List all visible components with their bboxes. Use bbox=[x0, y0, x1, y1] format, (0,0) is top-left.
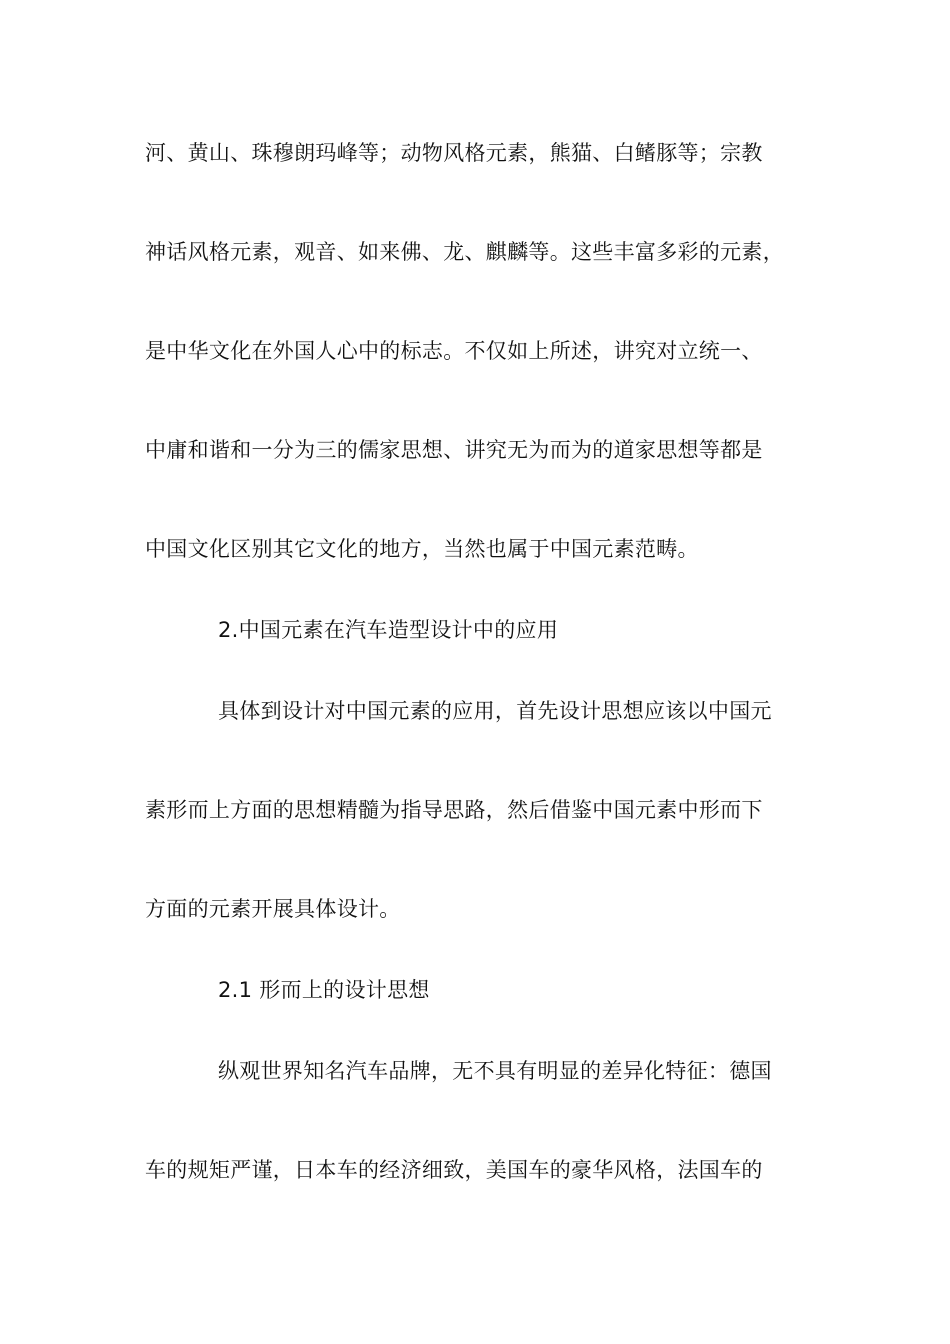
text-line: 是中华文化在外国人心中的标志。不仅如上所述，讲究对立统一、 bbox=[145, 339, 763, 363]
paragraph-first-line: 具体到设计对中国元素的应用，首先设计思想应该以中国元 bbox=[218, 699, 772, 723]
text-line: 方面的元素开展具体设计。 bbox=[145, 897, 401, 921]
text-line: 中国文化区别其它文化的地方，当然也属于中国元素范畴。 bbox=[145, 537, 699, 561]
text-line: 神话风格元素，观音、如来佛、龙、麒麟等。这些丰富多彩的元素， bbox=[145, 240, 784, 264]
text-line: 河、黄山、珠穆朗玛峰等；动物风格元素，熊猫、白鳍豚等；宗教 bbox=[145, 141, 763, 165]
section-heading: 2.中国元素在汽车造型设计中的应用 bbox=[218, 618, 559, 642]
text-line: 素形而上方面的思想精髓为指导思路，然后借鉴中国元素中形而下 bbox=[145, 798, 763, 822]
paragraph-first-line: 纵观世界知名汽车品牌，无不具有明显的差异化特征：德国 bbox=[218, 1059, 772, 1083]
text-line: 车的规矩严谨，日本车的经济细致，美国车的豪华风格，法国车的 bbox=[145, 1158, 763, 1182]
subsection-heading: 2.1 形而上的设计思想 bbox=[218, 978, 430, 1002]
text-line: 中庸和谐和一分为三的儒家思想、讲究无为而为的道家思想等都是 bbox=[145, 438, 763, 462]
